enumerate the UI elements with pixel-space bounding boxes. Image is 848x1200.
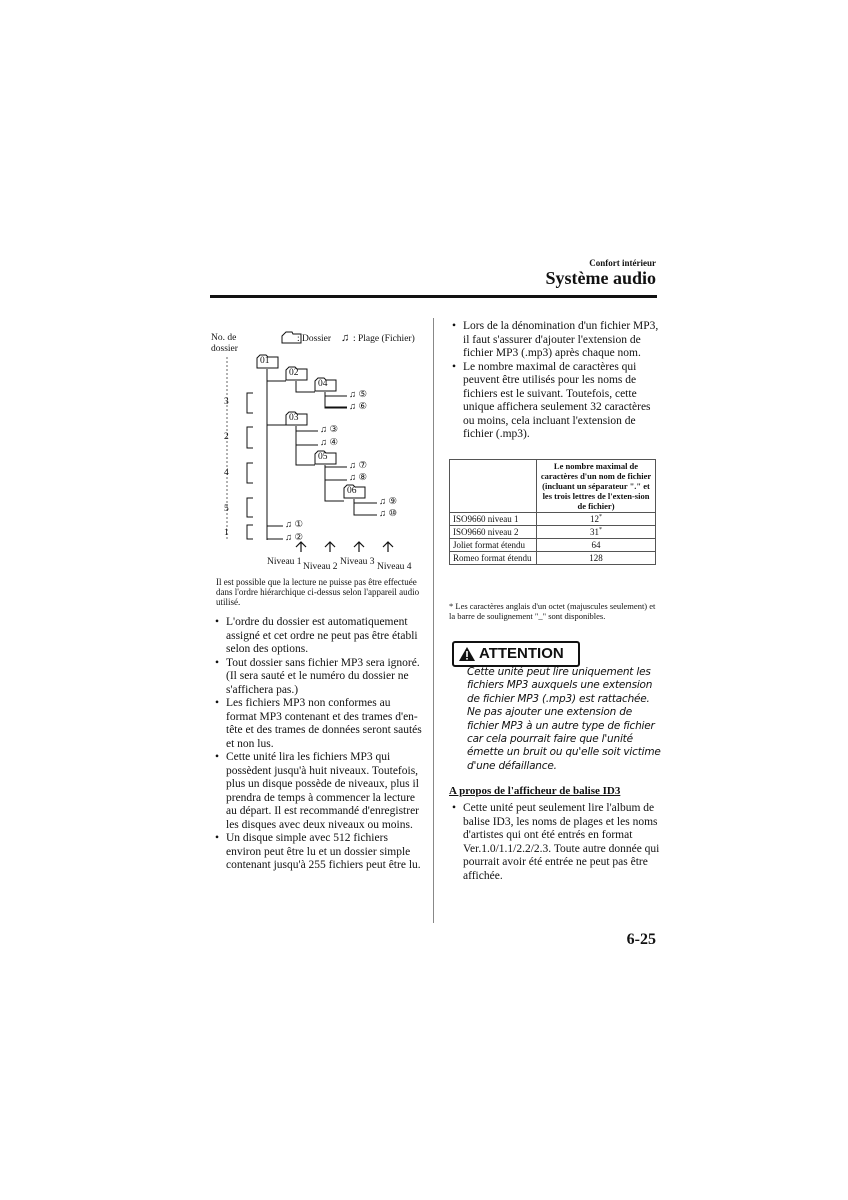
id3-heading: A propos de l'afficheur de balise ID3 [449, 785, 621, 797]
track-item: ♫ ② [285, 533, 304, 543]
table-cell: 12* [537, 513, 656, 526]
table-row [450, 552, 656, 565]
header-rule [210, 295, 657, 298]
list-item: • Tout dossier sans fichier MP3 sera ignoré. (Il sera sauté et le numéro du dossier ne s'affichera pas.) [213, 657, 423, 698]
table-cell: ISO9660 niveau 1 [450, 513, 537, 526]
list-item: • Un disque simple avec 512 fichiers environ peut être lu et un dossier simple contenant jusqu'à 255 fichiers peut être lu. [213, 832, 423, 873]
list-item: • Lors de la dénomination d'un fichier MP3, il faut s'assurer d'ajouter l'extension de fichier MP3 (.mp3) après chaque nom. [450, 320, 660, 361]
folder-label: 03 [289, 413, 299, 423]
level-label: Niveau 1 [267, 557, 302, 567]
table-header: Le nombre maximal de caractères d'un nom de fichier (incluant un séparateur "." et les trois lettres de l'exten-sion de fichier) [537, 460, 656, 513]
track-item: ♫ ⑧ [349, 473, 368, 483]
table-cell: 64 [537, 539, 656, 552]
list-item: • Cette unité peut seulement lire l'album de balise ID3, les noms de plages et les noms d'artistes qui ont été entrés en format Ver.1.0/1.1/2.2/2.3. Toute autre donnée qui pourrait avoir été entrée ne peut pas être affichée. [450, 802, 660, 883]
track-item: ♫ ④ [320, 438, 339, 448]
track-item: ♫ ⑦ [349, 461, 368, 471]
level-label: Niveau 3 [340, 557, 375, 567]
attention-label: ATTENTION [479, 645, 564, 662]
legend-folder-label: : Dossier [297, 334, 332, 344]
level-number: 2 [224, 432, 229, 442]
table-cell: 31* [537, 526, 656, 539]
list-item: • L'ordre du dossier est automatiquement assigné et cet ordre ne peut pas être établi selon des options. [213, 616, 423, 657]
folder-label: 02 [289, 368, 299, 378]
level-number: 3 [224, 397, 229, 407]
table-cell: 128 [537, 552, 656, 565]
page-title: Système audio [545, 268, 656, 288]
table-row [450, 539, 656, 552]
track-item: ♫ ③ [320, 425, 339, 435]
table-cell: Romeo format étendu [450, 552, 537, 565]
folder-label: 05 [318, 452, 328, 462]
filename-length-table [449, 459, 656, 565]
level-label: Niveau 2 [303, 562, 338, 572]
level-number: 1 [224, 528, 229, 538]
section-header: Confort intérieur [589, 258, 656, 268]
folder-label: 04 [318, 379, 328, 389]
table-footnote: * Les caractères anglais d'un octet (majuscules seulement) et la barre de soulignement "_" sont disponibles. [449, 601, 656, 621]
column-divider [433, 318, 434, 923]
folder-label: 06 [347, 486, 357, 496]
right-bullet-list [450, 320, 660, 442]
folder-label: 01 [260, 356, 270, 366]
table-row [450, 513, 656, 526]
attention-text: Cette unité peut lire uniquement les fichiers MP3 auxquels une extension de fichier MP3 (.mp3) est rattachée. Ne pas ajouter une extension de fichier MP3 à un autre type de fichier car cela pourrait faire que l'unité émette un bruit ou qu'elle soit victime d'une défaillance. [467, 666, 661, 772]
level-number: 4 [224, 468, 229, 478]
legend-track-label: : Plage (Fichier) [353, 334, 415, 344]
track-item: ♫ ① [285, 520, 304, 530]
track-item: ♫ ⑩ [379, 509, 398, 519]
page-number: 6-25 [626, 931, 656, 948]
level-number: 5 [224, 504, 229, 514]
attention-box [452, 641, 580, 667]
warning-triangle-icon [458, 646, 476, 662]
folder-hierarchy-diagram [205, 325, 430, 575]
table-empty-header [450, 460, 537, 513]
diagram-lines [205, 325, 430, 575]
table-cell: Joliet format étendu [450, 539, 537, 552]
folder-no-label: No. de dossier [211, 333, 238, 354]
level-label: Niveau 4 [377, 562, 412, 572]
track-item: ♫ ⑤ [349, 390, 368, 400]
id3-bullet-list [450, 802, 660, 883]
left-bullet-list [213, 616, 423, 873]
track-item: ♫ ⑥ [349, 402, 368, 412]
legend-track-icon: ♫ [341, 332, 350, 344]
table-row [450, 526, 656, 539]
list-item: • Les fichiers MP3 non conformes au format MP3 contenant et des trames d'en-tête et des trames de données seront sautés et non lus. [213, 697, 423, 751]
list-item: • Le nombre maximal de caractères qui peuvent être utilisés pour les noms de fichiers est le suivant. Toutefois, cette unique affichera seulement 32 caractères ou moins, cela incluant l'extension de fichier (.mp3). [450, 361, 660, 442]
diagram-caption: Il est possible que la lecture ne puisse pas être effectuée dans l'ordre hiérarchique ci-dessus selon l'appareil audio utilisé. [216, 577, 420, 607]
table-cell: ISO9660 niveau 2 [450, 526, 537, 539]
list-item: • Cette unité lira les fichiers MP3 qui possèdent jusqu'à huit niveaux. Toutefois, plus un disque possède de niveaux, plus il prendra de temps à commencer la lecture au départ. Il est recommandé d'enregistrer les disques avec deux niveaux ou moins. [213, 751, 423, 832]
track-item: ♫ ⑨ [379, 497, 398, 507]
